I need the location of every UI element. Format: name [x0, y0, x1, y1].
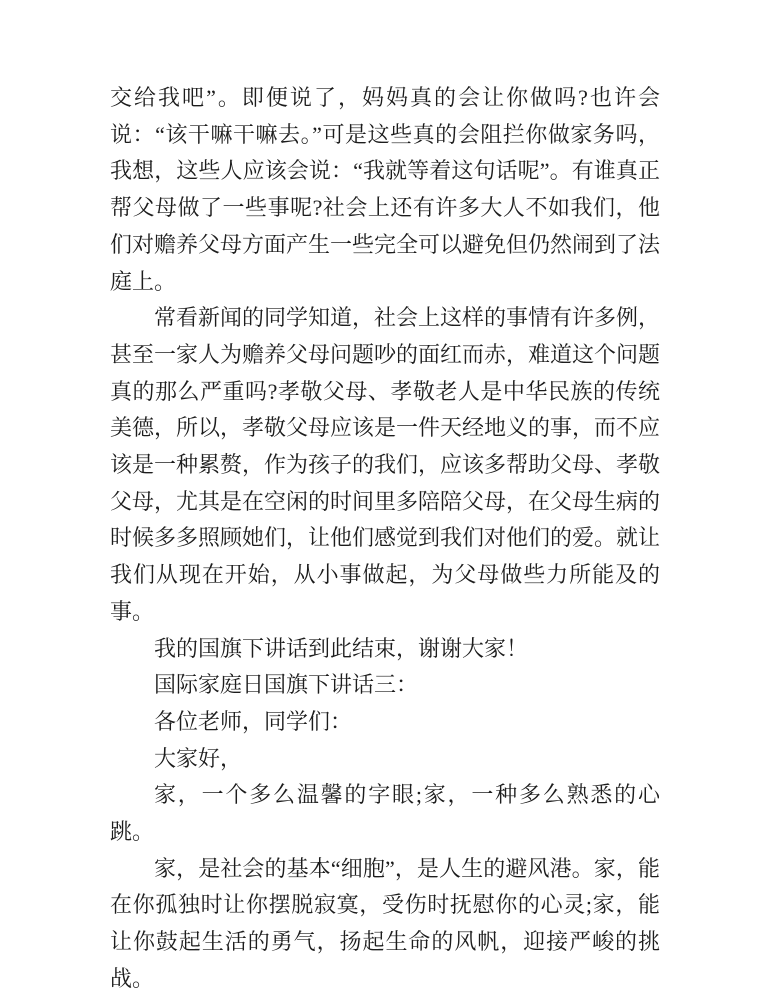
paragraph-closing-line: 我的国旗下讲话到此结束，谢谢大家！ [154, 635, 529, 661]
paragraph: 家，是社会的基本“细胞”，是人生的避风港。家，能在你孤独时让你摆脱寂寞，受伤时抚慰你的心灵;家，能让你鼓起生活的勇气，扬起生命的风帆，迎接严峻的挑战。 [110, 855, 660, 991]
paragraph: 常看新闻的同学知道，社会上这样的事情有许多例，甚至一家人为赡养父母问题吵的面红而赤，难道这个问题真的那么严重吗?孝敬父母、孝敬老人是中华民族的传统美德，所以，孝敬父母应该是一件天经地义的事，而不应该是一种累赘，作为孩子的我们，应该多帮助父母、孝敬父母，尤其是在空闲的时间里多陪陪父母，在父母生病的时候多多照顾她们，让他们感觉到我们对他们的爱。就让我们从现在开始，从小事做起，为父母做些力所能及的事。 [110, 305, 661, 624]
paragraph-continuation: 交给我吧”。即便说了，妈妈真的会让你做吗?也许会说：“该干嘛干嘛去。”可是这些真的会阻拦你做家务吗，我想，这些人应该会说：“我就等着这句话呢”。有谁真正帮父母做了一些事呢?社会上还有许多大人不如我们，他们对赡养父母方面产生一些完全可以避免但仍然闹到了法庭上。 [110, 85, 661, 294]
paragraph-salutation: 各位老师，同学们： [154, 708, 353, 734]
paragraph-greeting: 大家好， [154, 745, 243, 771]
text-block [110, 80, 660, 998]
paragraph: 家，一个多么温馨的字眼;家，一种多么熟悉的心跳。 [110, 782, 660, 845]
paragraph-section-heading: 国际家庭日国旗下讲话三： [154, 672, 419, 698]
